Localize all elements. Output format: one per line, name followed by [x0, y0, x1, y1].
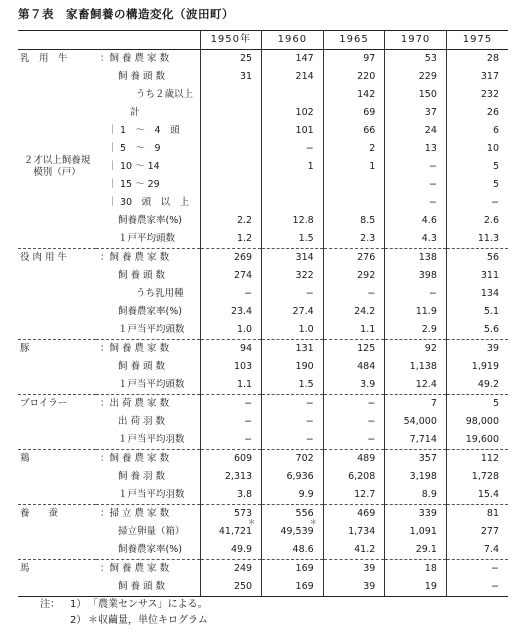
- value-cell: 556: [262, 505, 324, 524]
- row-item-label: １戸平均頭数: [118, 233, 176, 244]
- value-cell: 147: [262, 50, 324, 69]
- value-cell: 10: [446, 140, 508, 158]
- value-cell: 3.9: [323, 376, 385, 395]
- value-cell: [200, 140, 262, 158]
- livestock-group-label: 豚: [18, 340, 96, 359]
- table-row: [18, 340, 508, 359]
- brace-mark: ｜: [108, 125, 118, 136]
- value-cell: 29.1: [385, 541, 447, 560]
- table-row: [18, 321, 508, 340]
- value-cell: 1,138: [385, 358, 447, 376]
- value-cell: 250: [200, 578, 262, 597]
- livestock-group-label: [18, 212, 96, 230]
- value-cell: 13: [385, 140, 447, 158]
- value-cell: 101: [262, 122, 324, 140]
- livestock-group-label: [18, 321, 96, 340]
- asterisk-mark: ＊: [309, 518, 317, 526]
- row-item-label: ：飼 養 農 家 数: [96, 450, 200, 469]
- table-row: [18, 505, 508, 524]
- livestock-group-label: [18, 413, 96, 431]
- value-cell: 2.6: [446, 212, 508, 230]
- value-cell: 1: [262, 158, 324, 176]
- row-item-label: 飼 養 頭 数: [118, 270, 166, 281]
- livestock-group-label: 養 蚕: [18, 505, 96, 524]
- value-cell: 169: [262, 560, 324, 579]
- header-year: 1960: [262, 31, 324, 50]
- value-cell: 3,198: [385, 468, 447, 486]
- value-cell: [262, 176, 324, 194]
- value-cell: −: [200, 431, 262, 450]
- table-row: [18, 486, 508, 505]
- row-item-label: 飼 養 羽 数: [118, 471, 166, 482]
- value-cell: 31: [200, 68, 262, 86]
- table-row: [18, 122, 508, 140]
- livestock-group-label: 役 肉 用 牛: [18, 249, 96, 268]
- value-cell: −: [200, 285, 262, 303]
- value-cell: 5.6: [446, 321, 508, 340]
- livestock-group-label: [18, 431, 96, 450]
- value-cell: 489: [323, 450, 385, 469]
- row-item-label: 飼 養 頭 数: [118, 361, 166, 372]
- footnote-1: [40, 597, 208, 613]
- value-cell: 339: [385, 505, 447, 524]
- value-cell: 276: [323, 249, 385, 268]
- value-cell: 1.0: [262, 321, 324, 340]
- value-cell: [200, 122, 262, 140]
- row-item-label: ：掃 立 農 家 数: [96, 505, 200, 524]
- size-range-label: 5 〜 9: [120, 143, 161, 154]
- row-item-label: １戸当平均羽数: [118, 489, 185, 500]
- value-cell: 1.2: [200, 230, 262, 249]
- table-row: [18, 86, 508, 104]
- livestock-group-label: [18, 523, 96, 541]
- livestock-group-label: 乳 用 牛: [20, 53, 68, 64]
- header-blank: [18, 31, 96, 50]
- row-item-label: 出 荷 羽 数: [118, 416, 166, 427]
- value-cell: 7,714: [385, 431, 447, 450]
- value-cell: 6,936: [262, 468, 324, 486]
- value-cell: 97: [323, 50, 385, 69]
- value-cell: −: [385, 194, 447, 212]
- value-cell: 8.5: [323, 212, 385, 230]
- row-item-label: 計: [130, 107, 140, 118]
- value-cell: 12.8: [262, 212, 324, 230]
- value-cell: 66: [323, 122, 385, 140]
- value-cell: −: [446, 578, 508, 597]
- livestock-group-label: 馬: [18, 560, 96, 579]
- value-cell: −: [323, 431, 385, 450]
- value-cell: [200, 518, 262, 541]
- value-cell: 214: [262, 68, 324, 86]
- table-row: [18, 523, 508, 541]
- value-cell: 134: [446, 285, 508, 303]
- livestock-group-label: [18, 541, 96, 560]
- value-cell: [200, 176, 262, 194]
- marked-value: 41,721 ＊: [218, 518, 256, 537]
- row-item-label: [96, 122, 200, 140]
- value-cell: [262, 194, 324, 212]
- size-range-label: 1 〜 4 頭: [120, 125, 180, 136]
- footnote-number: 2）: [70, 615, 87, 626]
- value-cell: 25: [200, 50, 262, 69]
- value-cell: 112: [446, 450, 508, 469]
- value-cell: 23.4: [200, 303, 262, 321]
- value-cell: 103: [200, 358, 262, 376]
- brace-mark: ｜: [108, 179, 118, 190]
- value-cell: 220: [323, 68, 385, 86]
- value-cell: 573: [200, 505, 262, 524]
- livestock-group-label: ブロイラー: [18, 395, 96, 414]
- value-cell: 1,919: [446, 358, 508, 376]
- livestock-group-label: [18, 285, 96, 303]
- row-item-label: [96, 176, 200, 194]
- value-cell: 2: [323, 140, 385, 158]
- livestock-table-container: [18, 30, 508, 597]
- value-cell: 48.6: [262, 541, 324, 560]
- value-cell: [200, 86, 262, 104]
- row-item-label: ：飼 養 農 家 数: [96, 249, 200, 268]
- table-row: [18, 230, 508, 249]
- value-cell: 150: [385, 86, 447, 104]
- value-cell: 37: [385, 104, 447, 122]
- value-cell: 229: [385, 68, 447, 86]
- value-cell: 609: [200, 450, 262, 469]
- value-cell: 28: [446, 50, 508, 69]
- value-cell: 15.4: [446, 486, 508, 505]
- table-row: [18, 431, 508, 450]
- value-cell: 39: [446, 340, 508, 359]
- livestock-group-label: [18, 230, 96, 249]
- header-year: 1950年: [200, 31, 262, 50]
- brace-mark: ｜: [108, 161, 118, 172]
- value-cell: −: [323, 285, 385, 303]
- value-cell: 24.2: [323, 303, 385, 321]
- header-year: 1975: [446, 31, 508, 50]
- row-item-label: [96, 140, 200, 158]
- value-cell: −: [446, 194, 508, 212]
- value-cell: 26: [446, 104, 508, 122]
- value-cell: 1.1: [200, 376, 262, 395]
- value-cell: 92: [385, 340, 447, 359]
- livestock-group-label: [18, 267, 96, 285]
- value-cell: 5: [446, 158, 508, 176]
- value-cell: 1.5: [262, 376, 324, 395]
- livestock-group-label: 鶏: [18, 450, 96, 469]
- livestock-group-label: [18, 468, 96, 486]
- value-cell: 11.9: [385, 303, 447, 321]
- header-year: 1965: [323, 31, 385, 50]
- value-cell: 469: [323, 505, 385, 524]
- value-cell: −: [323, 413, 385, 431]
- value-cell: 142: [323, 86, 385, 104]
- value-cell: [200, 104, 262, 122]
- table-title: 第７表 家畜飼養の構造変化（波田町）: [18, 7, 234, 21]
- value-cell: −: [262, 395, 324, 414]
- value-cell: 398: [385, 267, 447, 285]
- size-range-label: 15 〜 29: [120, 179, 160, 190]
- value-cell: 9.9: [262, 486, 324, 505]
- row-item-label: 飼養農家率(%): [118, 215, 182, 226]
- value-cell: 41.2: [323, 541, 385, 560]
- value-cell: −: [446, 560, 508, 579]
- size-range-label: 10 〜 14: [120, 161, 160, 172]
- value-cell: −: [385, 158, 447, 176]
- value-cell: 5: [446, 395, 508, 414]
- value-cell: 5: [446, 176, 508, 194]
- value-cell: 12.4: [385, 376, 447, 395]
- value-cell: [323, 176, 385, 194]
- value-cell: 27.4: [262, 303, 324, 321]
- value-cell: 4.3: [385, 230, 447, 249]
- table-row: [18, 50, 508, 69]
- row-item-label: うち２歳以上: [136, 89, 194, 100]
- value-cell: [200, 158, 262, 176]
- value-cell: 39: [323, 560, 385, 579]
- value-cell: 1.1: [323, 321, 385, 340]
- value-cell: 7.4: [446, 541, 508, 560]
- value-cell: −: [385, 176, 447, 194]
- value-cell: 49.2: [446, 376, 508, 395]
- footnote-2: [40, 613, 208, 629]
- value-cell: −: [262, 431, 324, 450]
- value-cell: 125: [323, 340, 385, 359]
- livestock-table: [18, 30, 508, 597]
- value-cell: 2.9: [385, 321, 447, 340]
- livestock-group-label: [18, 86, 96, 104]
- row-item-label: [96, 194, 200, 212]
- value-cell: 484: [323, 358, 385, 376]
- value-cell: 131: [262, 340, 324, 359]
- value-cell: 102: [262, 104, 324, 122]
- value-cell: −: [262, 140, 324, 158]
- value-cell: 53: [385, 50, 447, 69]
- value-cell: 81: [446, 505, 508, 524]
- value-cell: 702: [262, 450, 324, 469]
- footnotes: [40, 597, 208, 629]
- row-item-label: １戸当平均頭数: [118, 324, 185, 335]
- value-cell: 232: [446, 86, 508, 104]
- value-cell: 8.9: [385, 486, 447, 505]
- value-cell: 54,000: [385, 413, 447, 431]
- table-row: [18, 395, 508, 414]
- row-item-label: うち乳用種: [136, 288, 184, 299]
- livestock-group-label: [18, 104, 96, 122]
- value-cell: 1: [323, 158, 385, 176]
- value-cell: 1,728: [446, 468, 508, 486]
- footnote-label: 注：: [40, 599, 60, 610]
- value-cell: −: [323, 395, 385, 414]
- value-cell: [262, 518, 324, 541]
- marked-value: 49,539 ＊: [280, 518, 317, 537]
- footnote-number: 1）: [70, 599, 87, 610]
- row-item-label: ：飼 養 農 家 数: [96, 560, 200, 579]
- row-item-label: １戸当平均羽数: [118, 434, 185, 445]
- value-cell: 249: [200, 560, 262, 579]
- table-row: [18, 560, 508, 579]
- value-cell: 1.5: [262, 230, 324, 249]
- livestock-group-label: [18, 578, 96, 597]
- table-row: [18, 68, 508, 86]
- table-row: [18, 450, 508, 469]
- value-cell: 292: [323, 267, 385, 285]
- livestock-group-label: [18, 358, 96, 376]
- footnote-text: 「農業センサス」による。: [88, 599, 208, 610]
- table-row: [18, 376, 508, 395]
- value-cell: 274: [200, 267, 262, 285]
- value-cell: 322: [262, 267, 324, 285]
- value-cell: 357: [385, 450, 447, 469]
- value-cell: 56: [446, 249, 508, 268]
- row-item-label: １戸当平均頭数: [118, 379, 185, 390]
- row-item-label: 飼養農家率(%): [118, 306, 182, 317]
- table-row: [18, 413, 508, 431]
- livestock-group-label: [18, 376, 96, 395]
- table-row: [18, 285, 508, 303]
- value-cell: 3.8: [200, 486, 262, 505]
- table-row: [18, 578, 508, 597]
- table-row: [18, 104, 508, 122]
- value-cell: 94: [200, 340, 262, 359]
- table-row: [18, 267, 508, 285]
- table-row: [18, 249, 508, 268]
- value-cell: 5.1: [446, 303, 508, 321]
- value-cell: 190: [262, 358, 324, 376]
- value-cell: [200, 194, 262, 212]
- row-item-label: 掃立卵量（箱）: [118, 526, 185, 537]
- header-blank: [96, 31, 200, 50]
- table-row: [18, 541, 508, 560]
- table-row: [18, 468, 508, 486]
- value-cell: 277: [446, 523, 508, 541]
- value-cell: 269: [200, 249, 262, 268]
- table-row: [18, 212, 508, 230]
- value-cell: 98,000: [446, 413, 508, 431]
- value-cell: −: [200, 413, 262, 431]
- size-range-label: 30 頭 以 上: [120, 197, 190, 208]
- livestock-group-label: [18, 486, 96, 505]
- value-cell: 6: [446, 122, 508, 140]
- asterisk-mark: ＊: [248, 518, 256, 526]
- row-item-label: ：飼 養 農 家 数: [100, 53, 170, 64]
- value-cell: 12.7: [323, 486, 385, 505]
- livestock-group-label: [18, 68, 96, 86]
- value-cell: 6,208: [323, 468, 385, 486]
- value-cell: 169: [262, 578, 324, 597]
- size-category-label: ２才以上飼養規模別（戸）: [23, 155, 91, 178]
- row-item-label: [96, 158, 200, 176]
- brace-mark: ｜: [108, 197, 118, 208]
- table-row: [18, 303, 508, 321]
- value-cell: 2,313: [200, 468, 262, 486]
- table-row: [18, 358, 508, 376]
- value-cell: 317: [446, 68, 508, 86]
- value-cell: 69: [323, 104, 385, 122]
- value-cell: −: [262, 285, 324, 303]
- value-cell: 2.3: [323, 230, 385, 249]
- row-item-label: 飼 養 頭 数: [96, 578, 200, 597]
- value-cell: 19,600: [446, 431, 508, 450]
- header-year: 1970: [385, 31, 447, 50]
- value-cell: 49.9: [200, 541, 262, 560]
- value-cell: 11.3: [446, 230, 508, 249]
- table-body: [18, 50, 508, 597]
- value-cell: 39: [323, 578, 385, 597]
- value-cell: 2.2: [200, 212, 262, 230]
- brace-mark: ｜: [108, 143, 118, 154]
- row-item-label: ：飼 養 農 家 数: [96, 340, 200, 359]
- value-cell: −: [200, 395, 262, 414]
- value-cell: 311: [446, 267, 508, 285]
- value-cell: [262, 86, 324, 104]
- value-cell: 24: [385, 122, 447, 140]
- value-cell: 314: [262, 249, 324, 268]
- value-cell: −: [385, 285, 447, 303]
- header-row: [18, 31, 508, 50]
- row-item-label: 飼養農家率(%): [118, 544, 182, 555]
- value-cell: 19: [385, 578, 447, 597]
- value-cell: [323, 194, 385, 212]
- livestock-group-label: [18, 303, 96, 321]
- value-cell: −: [262, 413, 324, 431]
- footnote-text: ＊収繭量，単位キログラム: [88, 615, 208, 626]
- value-cell: 4.6: [385, 212, 447, 230]
- value-cell: 138: [385, 249, 447, 268]
- value-cell: 18: [385, 560, 447, 579]
- value-cell: 7: [385, 395, 447, 414]
- row-item-label: 飼 養 頭 数: [118, 71, 166, 82]
- value-cell: 1,734: [323, 523, 385, 541]
- row-item-label: ：出 荷 農 家 数: [96, 395, 200, 414]
- value-cell: 1.0: [200, 321, 262, 340]
- value-cell: 1,091: [385, 523, 447, 541]
